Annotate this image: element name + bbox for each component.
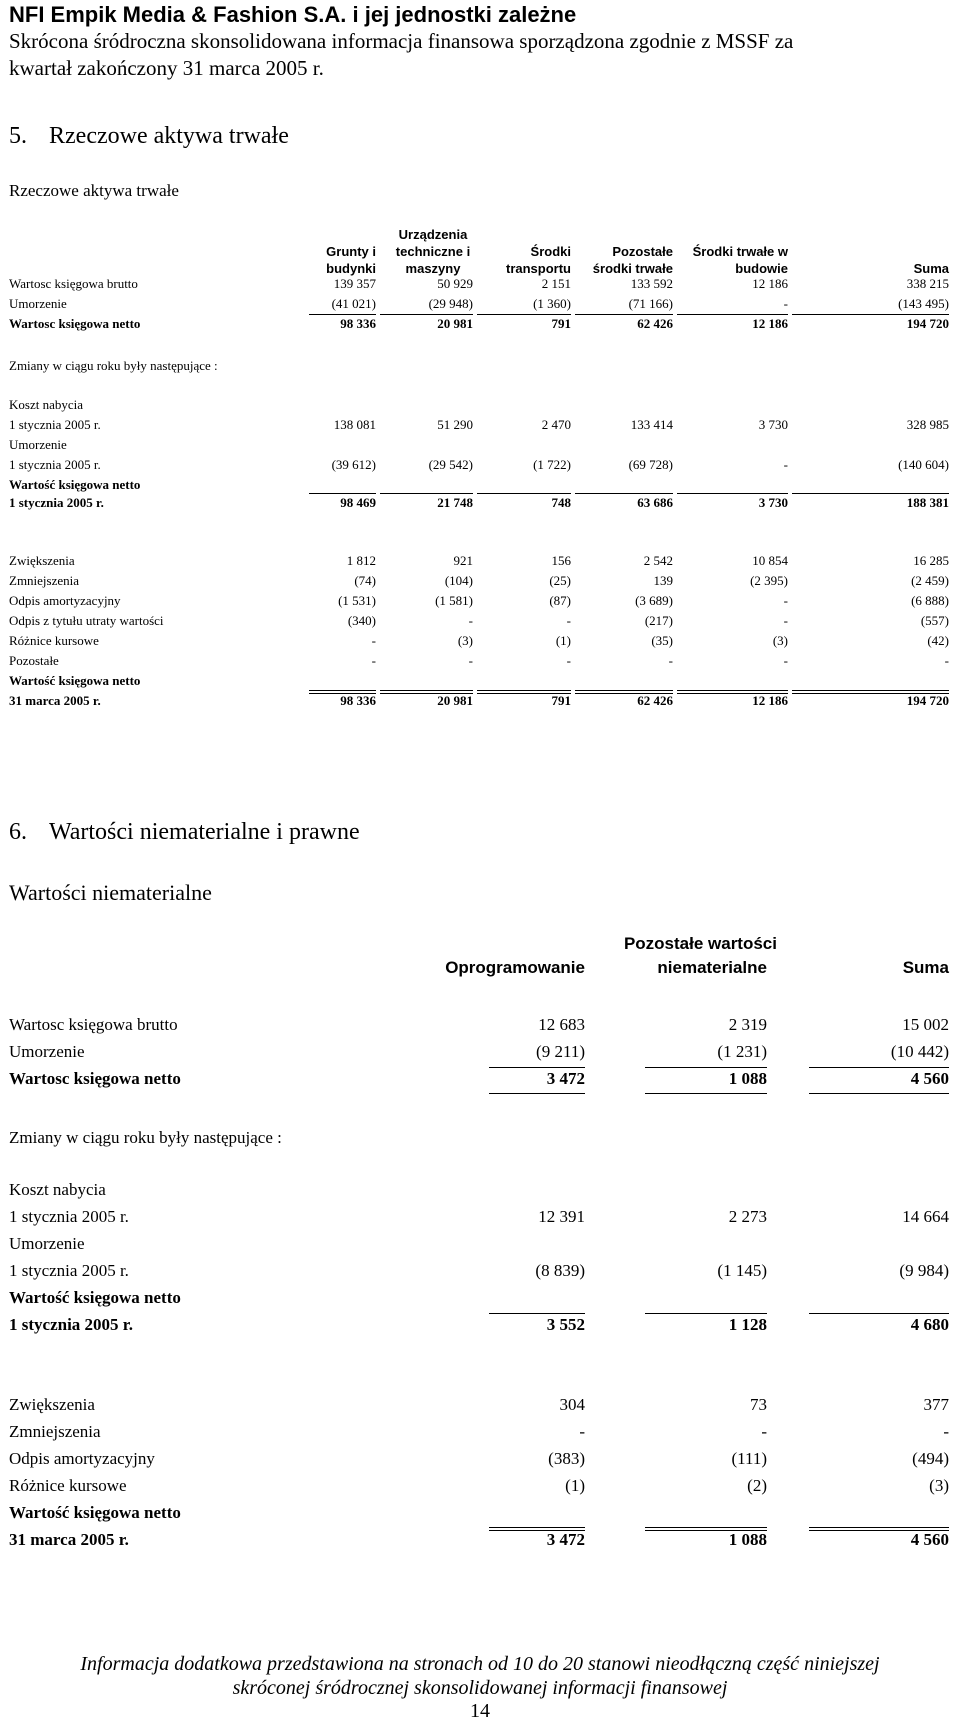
row-label: Odpis amortyzacyjny: [9, 593, 121, 608]
cell-value: 1 812: [346, 553, 376, 568]
cell-value: (9 984): [899, 1261, 949, 1280]
row-label: Odpis z tytułu utraty wartości: [9, 613, 164, 628]
cell-value: -: [566, 613, 571, 628]
cell-value: 4 560: [910, 1069, 949, 1088]
table-row: [9, 1395, 951, 1419]
cell-value: -: [371, 633, 376, 648]
total-rule: [645, 1067, 767, 1068]
total-rule: [809, 1313, 949, 1314]
cell-value: (41 021): [331, 296, 376, 311]
cell-value: 921: [453, 553, 473, 568]
row-label: Zmniejszenia: [9, 573, 80, 588]
cell-value: (29 542): [428, 457, 473, 472]
table-row: [9, 1449, 951, 1473]
column-header-line: budowie: [735, 261, 788, 276]
cell-value: (69 728): [628, 457, 673, 472]
cell-value: (74): [354, 573, 376, 588]
cell-value: 139: [653, 573, 673, 588]
cell-value: -: [761, 1422, 767, 1441]
column-header-line: techniczne i: [395, 244, 471, 259]
cell-value: (3): [457, 633, 473, 648]
cell-value: (340): [347, 613, 376, 628]
cell-value: 62 426: [637, 316, 673, 331]
row-label: Koszt nabycia: [9, 1180, 106, 1199]
cell-value: 377: [923, 1395, 949, 1414]
cell-value: (10 442): [890, 1042, 949, 1061]
page-number: 14: [470, 1700, 490, 1722]
column-header-line: Oprogramowanie: [445, 958, 585, 977]
cell-value: (87): [549, 593, 571, 608]
section-5-title-text: Rzeczowe aktywa trwałe: [49, 123, 289, 149]
table-row: [9, 1530, 951, 1554]
cell-value: 20 981: [437, 316, 473, 331]
cell-value: 133 414: [630, 417, 673, 432]
cell-value: 2 151: [541, 276, 571, 291]
row-label: Wartość księgowa netto: [9, 477, 141, 492]
cell-value: (3): [929, 1476, 949, 1495]
column-header-line: Suma: [902, 958, 949, 977]
cell-value: 748: [551, 495, 571, 510]
cell-value: (9 211): [536, 1042, 585, 1061]
cell-value: (1): [565, 1476, 585, 1495]
table-row: [9, 1180, 951, 1204]
row-label: Wartosc księgowa netto: [9, 1069, 181, 1088]
table-row: [9, 1234, 951, 1258]
row-label: Pozostałe: [9, 653, 59, 668]
cell-value: 51 290: [437, 417, 473, 432]
section-6-number: 6.: [9, 819, 27, 845]
row-label: Zmiany w ciągu roku były następujące :: [9, 1128, 282, 1147]
cell-value: (25): [549, 573, 571, 588]
column-header-line: środki trwałe: [592, 261, 673, 276]
cell-value: (2 459): [911, 573, 949, 588]
cell-value: 2 470: [541, 417, 571, 432]
report-subtitle-line2: kwartał zakończony 31 marca 2005 r.: [9, 56, 324, 80]
cell-value: 791: [551, 316, 571, 331]
column-header-line: Suma: [913, 261, 949, 276]
company-name: NFI Empik Media & Fashion S.A. i jej jednostki zależne: [9, 2, 577, 27]
row-label: Wartość księgowa netto: [9, 1288, 181, 1307]
row-label: Umorzenie: [9, 1234, 85, 1253]
cell-value: 3 472: [546, 1530, 585, 1549]
footer-note-line1: Informacja dodatkowa przedstawiona na stronach od 10 do 20 stanowi nieodłączną część niniejszej: [80, 1653, 880, 1675]
row-label: Umorzenie: [9, 1042, 85, 1061]
cell-value: (35): [651, 633, 673, 648]
row-label: Zmiany w ciągu roku były następujące :: [9, 358, 218, 373]
cell-value: (8 839): [535, 1261, 585, 1280]
cell-value: -: [468, 653, 473, 668]
cell-value: 1 088: [728, 1530, 767, 1549]
intangibles-table: [9, 0, 951, 1600]
total-rule: [645, 1093, 767, 1094]
table-row: [9, 1476, 951, 1500]
row-label: Różnice kursowe: [9, 1476, 127, 1495]
total-rule: [489, 1313, 585, 1314]
row-label: 31 marca 2005 r.: [9, 1530, 129, 1549]
total-rule: [809, 1093, 949, 1094]
cell-value: (2 395): [750, 573, 788, 588]
table-row: [9, 1503, 951, 1527]
cell-value: 139 357: [333, 276, 376, 291]
column-header-line: Pozostałe wartości: [623, 934, 777, 953]
row-label: Wartosc księgowa brutto: [9, 1015, 178, 1034]
cell-value: 304: [559, 1395, 585, 1414]
column-header-line: Środki: [530, 244, 571, 259]
cell-value: -: [579, 1422, 585, 1441]
cell-value: (39 612): [331, 457, 376, 472]
table-row: [9, 1069, 951, 1093]
table-5-title: Rzeczowe aktywa trwałe: [9, 181, 179, 200]
cell-value: 194 720: [906, 316, 949, 331]
footer-note-line2: skróconej śródrocznej skonsolidowanej informacji finansowej: [232, 1677, 728, 1699]
cell-value: 12 186: [752, 693, 788, 708]
cell-value: (6 888): [911, 593, 949, 608]
cell-value: -: [783, 296, 788, 311]
cell-value: (1 145): [717, 1261, 767, 1280]
cell-value: (143 495): [898, 296, 949, 311]
cell-value: 14 664: [902, 1207, 949, 1226]
cell-value: -: [371, 653, 376, 668]
cell-value: -: [943, 1422, 949, 1441]
cell-value: 16 285: [913, 553, 949, 568]
row-label: 1 stycznia 2005 r.: [9, 457, 101, 472]
row-label: Umorzenie: [9, 437, 67, 452]
column-header-line: maszyny: [405, 261, 461, 276]
cell-value: 156: [551, 553, 571, 568]
cell-value: (2): [747, 1476, 767, 1495]
table-6-title: Wartości niematerialne: [9, 880, 212, 905]
table-row: [9, 1422, 951, 1446]
row-label: 1 stycznia 2005 r.: [9, 495, 104, 510]
cell-value: 12 186: [752, 316, 788, 331]
cell-value: 194 720: [906, 693, 949, 708]
cell-value: (3 689): [635, 593, 673, 608]
cell-value: 3 552: [546, 1315, 585, 1334]
section-5-number: 5.: [9, 123, 27, 149]
cell-value: 98 336: [340, 693, 376, 708]
cell-value: (217): [644, 613, 673, 628]
cell-value: 12 186: [752, 276, 788, 291]
cell-value: (1 581): [435, 593, 473, 608]
table-row: [9, 1015, 951, 1039]
row-label: Wartosc księgowa brutto: [9, 276, 138, 291]
column-header-line: Grunty i: [326, 244, 376, 259]
cell-value: 12 391: [538, 1207, 585, 1226]
row-label: 1 stycznia 2005 r.: [9, 1207, 129, 1226]
row-label: Różnice kursowe: [9, 633, 99, 648]
row-label: Zwiększenia: [9, 1395, 95, 1414]
cell-value: 2 273: [728, 1207, 767, 1226]
cell-value: 791: [551, 693, 571, 708]
report-subtitle-line1: Skrócona śródroczna skonsolidowana informacja finansowa sporządzona zgodnie z MSSF za: [9, 29, 794, 53]
cell-value: 4 680: [910, 1315, 949, 1334]
row-label: 1 stycznia 2005 r.: [9, 417, 101, 432]
cell-value: (104): [444, 573, 473, 588]
cell-value: 15 002: [902, 1015, 949, 1034]
cell-value: (140 604): [898, 457, 949, 472]
cell-value: 98 336: [340, 316, 376, 331]
row-label: Koszt nabycia: [9, 397, 84, 412]
cell-value: 2 542: [643, 553, 673, 568]
row-label: Odpis amortyzacyjny: [9, 1449, 155, 1468]
cell-value: 50 929: [437, 276, 473, 291]
cell-value: (557): [920, 613, 949, 628]
row-label: Wartość księgowa netto: [9, 673, 141, 688]
cell-value: 12 683: [538, 1015, 585, 1034]
cell-value: -: [783, 653, 788, 668]
cell-value: 138 081: [333, 417, 376, 432]
cell-value: 1 128: [728, 1315, 767, 1334]
column-header-line: niematerialne: [657, 958, 767, 977]
row-label: Umorzenie: [9, 296, 67, 311]
total-rule: [645, 1313, 767, 1314]
column-header-line: [689, 932, 949, 956]
row-label: 31 marca 2005 r.: [9, 693, 101, 708]
cell-value: (29 948): [428, 296, 473, 311]
cell-value: -: [783, 593, 788, 608]
cell-value: (1 722): [533, 457, 571, 472]
cell-value: 21 748: [437, 495, 473, 510]
cell-value: (494): [912, 1449, 949, 1468]
cell-value: 188 381: [906, 495, 949, 510]
column-header-line: Środki trwałe w: [692, 244, 788, 259]
cell-value: 3 730: [758, 495, 788, 510]
cell-value: 2 319: [728, 1015, 767, 1034]
table-row: [9, 1261, 951, 1285]
table-row: [9, 1207, 951, 1231]
cell-value: -: [944, 653, 949, 668]
column-header-line: Urządzenia: [398, 227, 468, 242]
cell-value: (1 360): [533, 296, 571, 311]
cell-value: 3 472: [546, 1069, 585, 1088]
column-header-line: Pozostałe: [612, 244, 673, 259]
table-row: [9, 1315, 951, 1339]
table-row: [9, 1042, 951, 1066]
cell-value: -: [783, 457, 788, 472]
column-header-line: budynki: [326, 261, 376, 276]
row-label: Wartość księgowa netto: [9, 1503, 181, 1522]
cell-value: -: [783, 613, 788, 628]
cell-value: (1 531): [338, 593, 376, 608]
cell-value: -: [468, 613, 473, 628]
row-label: 1 stycznia 2005 r.: [9, 1315, 134, 1334]
cell-value: -: [566, 653, 571, 668]
cell-value: 4 560: [910, 1530, 949, 1549]
cell-value: (71 166): [628, 296, 673, 311]
cell-value: (1 231): [717, 1042, 767, 1061]
total-rule: [489, 1093, 585, 1094]
cell-value: 1 088: [728, 1069, 767, 1088]
section-6-title-text: Wartości niematerialne i prawne: [49, 819, 360, 845]
total-rule: [489, 1067, 585, 1068]
cell-value: 62 426: [637, 693, 673, 708]
cell-value: 3 730: [758, 417, 788, 432]
cell-value: 328 985: [906, 417, 949, 432]
cell-value: (383): [548, 1449, 585, 1468]
total-rule: [809, 1067, 949, 1068]
column-header: [689, 932, 949, 980]
changes-label: [9, 1128, 951, 1152]
cell-value: 73: [750, 1395, 767, 1414]
row-label: Zwiększenia: [9, 553, 75, 568]
cell-value: -: [668, 653, 673, 668]
cell-value: 63 686: [637, 495, 673, 510]
cell-value: (1): [555, 633, 571, 648]
cell-value: (42): [927, 633, 949, 648]
cell-value: 10 854: [752, 553, 788, 568]
row-label: 1 stycznia 2005 r.: [9, 1261, 129, 1280]
row-label: Zmniejszenia: [9, 1422, 101, 1441]
row-label: Wartosc księgowa netto: [9, 316, 141, 331]
cell-value: 20 981: [437, 693, 473, 708]
table-row: [9, 1288, 951, 1312]
cell-value: 338 215: [906, 276, 949, 291]
cell-value: 133 592: [630, 276, 673, 291]
cell-value: (3): [772, 633, 788, 648]
cell-value: 98 469: [340, 495, 376, 510]
cell-value: (111): [731, 1449, 767, 1468]
column-header-line: transportu: [506, 261, 571, 276]
